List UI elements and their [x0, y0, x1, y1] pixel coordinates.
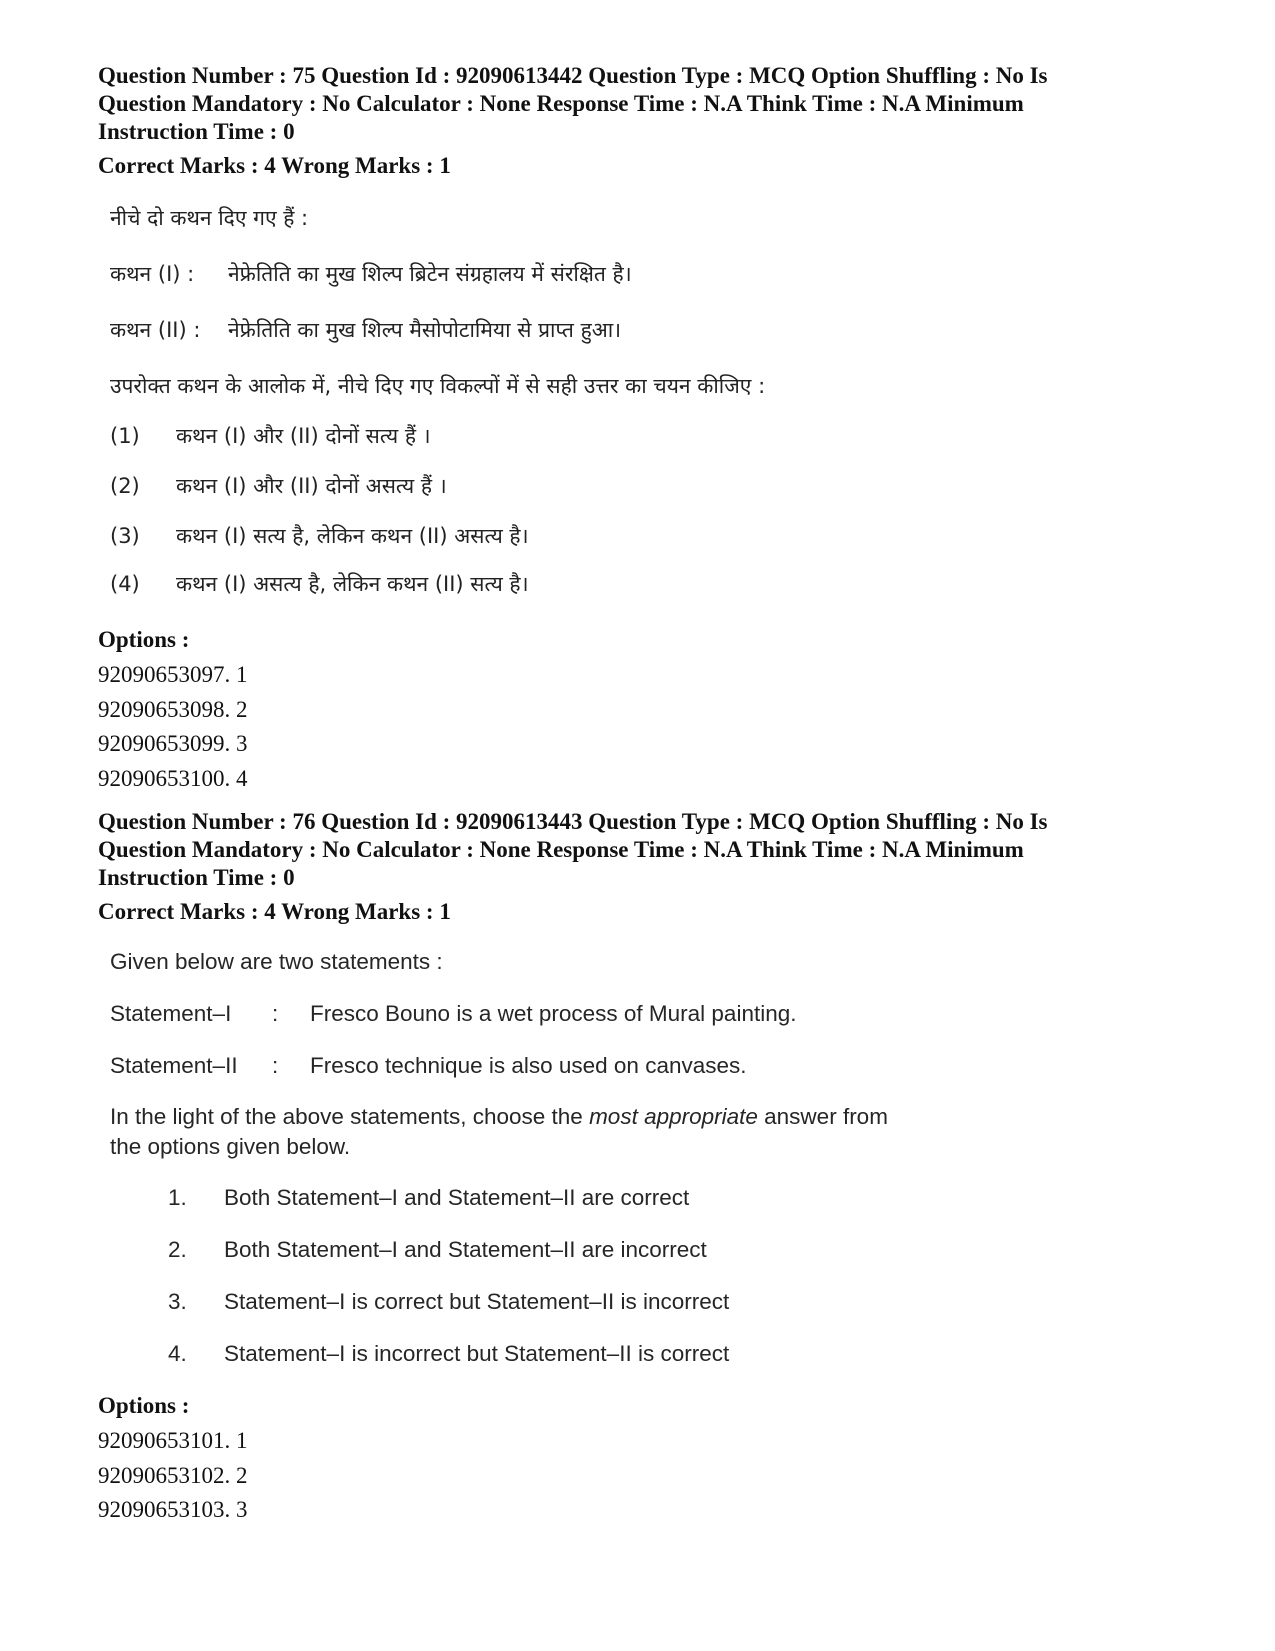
- question-body: [110, 198, 1198, 604]
- question-intro: Given below are two statements :: [110, 949, 443, 974]
- question-marks: Correct Marks : 4 Wrong Marks : 1: [98, 899, 451, 924]
- choice-row: [168, 1338, 1198, 1370]
- option-item: 92090653099. 3: [98, 731, 248, 756]
- question-header-line: Instruction Time : 0: [98, 865, 295, 890]
- statement-text: Fresco technique is also used on canvases.: [310, 1053, 747, 1078]
- choice-number: 3.: [168, 1289, 187, 1314]
- instruction-text: In the light of the above statements, choose the: [110, 1104, 590, 1129]
- statement-row: [110, 998, 1198, 1030]
- choice-number: 4.: [168, 1341, 187, 1366]
- options-title: Options :: [98, 627, 190, 652]
- choice-number: 2.: [168, 1237, 187, 1262]
- choice-number: (1): [110, 424, 140, 448]
- statement-text: नेफ्रेतिति का मुख शिल्प मैसोपोटामिया से प्राप्त हुआ।: [228, 318, 622, 342]
- statement-label: Statement–I: [110, 1001, 232, 1026]
- options-section: [98, 1392, 1198, 1528]
- statement-text: नेफ्रेतिति का मुख शिल्प ब्रिटेन संग्रहालय में संरक्षित है।: [228, 262, 632, 286]
- question-header-line: Question Mandatory : No Calculator : None Response Time : N.A Think Time : N.A Minimum: [98, 91, 1024, 116]
- choice-text: Both Statement–I and Statement–II are incorrect: [224, 1237, 707, 1262]
- choice-text: कथन (I) सत्य है, लेकिन कथन (II) असत्य है।: [176, 524, 529, 548]
- statement-row: [110, 310, 1198, 350]
- question-header-line: Question Mandatory : No Calculator : None Response Time : N.A Think Time : N.A Minimum: [98, 837, 1024, 862]
- choice-number: (4): [110, 572, 140, 596]
- question-marks: Correct Marks : 4 Wrong Marks : 1: [98, 153, 451, 178]
- statement-label: कथन (II) :: [110, 318, 201, 342]
- question-header-line: Question Number : 76 Question Id : 92090613443 Question Type : MCQ Option Shuffling : No Is: [98, 809, 1048, 834]
- statement-label: Statement–II: [110, 1053, 238, 1078]
- choice-number: (2): [110, 474, 140, 498]
- option-item: 92090653098. 2: [98, 696, 248, 722]
- question-intro: नीचे दो कथन दिए गए हैं :: [110, 206, 309, 230]
- option-item: 92090653102. 2: [98, 1462, 248, 1488]
- choice-row: [110, 516, 1198, 556]
- choice-number: (3): [110, 524, 140, 548]
- options-section: [98, 626, 1198, 796]
- question-header: [98, 62, 1198, 146]
- instruction-text: answer from: [757, 1104, 888, 1129]
- choice-row: [110, 466, 1198, 506]
- option-item: 92090653101. 1: [98, 1428, 248, 1453]
- statement-row: [110, 254, 1198, 294]
- choice-text: कथन (I) और (II) दोनों सत्य हैं ।: [176, 424, 431, 448]
- choice-row: [110, 564, 1198, 604]
- choice-text: कथन (I) असत्य है, लेकिन कथन (II) सत्य है।: [176, 572, 529, 596]
- choice-row: [168, 1182, 1198, 1214]
- choice-row: [168, 1234, 1198, 1266]
- statement-row: [110, 1050, 1198, 1082]
- choice-row: [110, 416, 1198, 456]
- statement-label: कथन (I) :: [110, 262, 195, 286]
- question-block-76: [98, 808, 1198, 1528]
- instruction-line: the options given below.: [110, 1134, 351, 1159]
- options-title: Options :: [98, 1393, 190, 1418]
- option-item: 92090653097. 1: [98, 662, 248, 687]
- question-instruction: [110, 1102, 1198, 1162]
- choice-text: Statement–I is correct but Statement–II is incorrect: [224, 1289, 730, 1314]
- option-item: 92090653103. 3: [98, 1497, 248, 1522]
- statement-separator: :: [272, 1001, 279, 1026]
- choice-text: कथन (I) और (II) दोनों असत्य हैं ।: [176, 474, 447, 498]
- question-header-line: Instruction Time : 0: [98, 119, 295, 144]
- instruction-emphasis: most appropriate: [589, 1104, 758, 1129]
- choice-number: 1.: [168, 1185, 187, 1210]
- choice-text: Both Statement–I and Statement–II are correct: [224, 1185, 690, 1210]
- statement-separator: :: [272, 1053, 279, 1078]
- question-instruction: उपरोक्त कथन के आलोक में, नीचे दिए गए विकल्पों में से सही उत्तर का चयन कीजिए :: [110, 374, 766, 398]
- question-header-line: Question Number : 75 Question Id : 92090613442 Question Type : MCQ Option Shuffling : No Is: [98, 63, 1048, 88]
- choice-text: Statement–I is incorrect but Statement–II is correct: [224, 1341, 730, 1366]
- question-body: [110, 946, 1198, 1370]
- question-header: [98, 808, 1198, 892]
- option-item: 92090653100. 4: [98, 765, 248, 791]
- question-block-75: [98, 62, 1198, 796]
- instruction-line: [110, 1102, 1198, 1132]
- statement-text: Fresco Bouno is a wet process of Mural painting.: [310, 1001, 797, 1026]
- choice-row: [168, 1286, 1198, 1318]
